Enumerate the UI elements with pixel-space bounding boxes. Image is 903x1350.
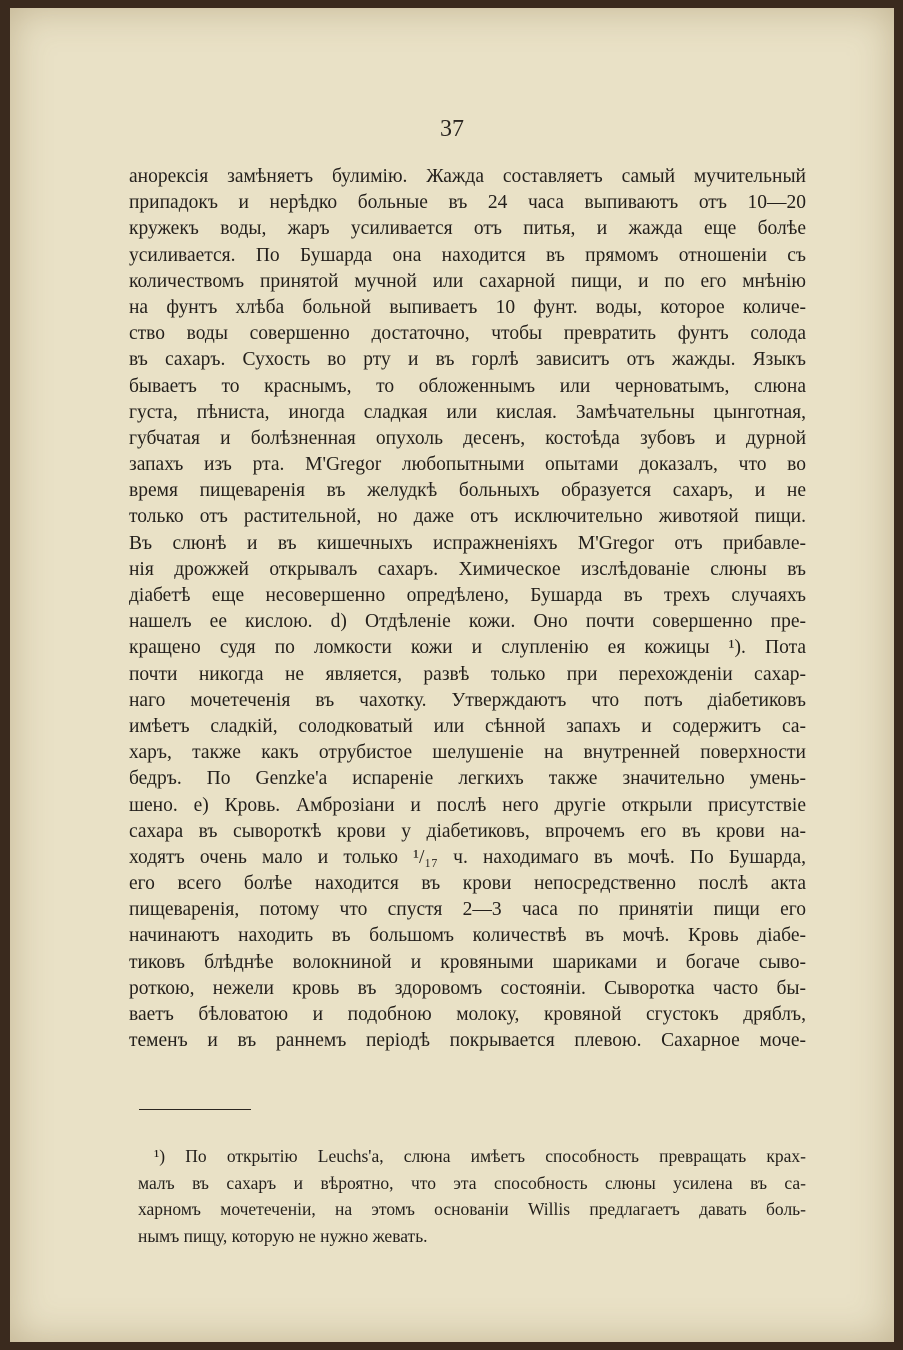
text-line: роткою, нежели кровь въ здоровомъ состояніи. Сыворотка часто бы- xyxy=(129,977,806,999)
footnote-line: ¹) По открытію Leuchs'a, слюна имѣетъ способность превращать крах- xyxy=(154,1146,806,1166)
page-number: 37 xyxy=(440,116,464,142)
text-line: наго мочетеченія въ чахотку. Утверждаютъ что потъ діабетиковъ xyxy=(129,689,806,711)
text-line: время пищеваренія въ желудкѣ больныхъ образуется сахаръ, и не xyxy=(129,480,806,502)
footnote-line: харномъ мочетеченіи, на этомъ основаніи Willis предлагаетъ давать боль- xyxy=(138,1199,806,1219)
text-line: Въ слюнѣ и въ кишечныхъ испражненіяхъ M'Gregor отъ прибавле- xyxy=(129,532,806,554)
text-line: имѣетъ сладкій, солодковатый или сѣнной запахъ и содержитъ са- xyxy=(129,715,806,737)
text-line: нашелъ ее кислою. d) Отдѣленіе кожи. Оно почти совершенно пре- xyxy=(129,611,806,633)
text-line: почти никогда не является, развѣ только при перехожденіи сахар- xyxy=(129,663,806,685)
text-line: его всего болѣе находится въ крови непосредственно послѣ акта xyxy=(129,873,806,895)
text-line: бываетъ то краснымъ, то обложеннымъ или черноватымъ, слюна xyxy=(129,375,806,397)
text-line: густа, пѣниста, иногда сладкая или кислая. Замѣчательны цынготная, xyxy=(129,401,806,423)
footnote xyxy=(138,1143,806,1249)
text-line: ваетъ бѣловатою и подобною молоку, кровяной сгустокъ дряблъ, xyxy=(129,1004,806,1025)
body-text xyxy=(129,164,806,1054)
book-page xyxy=(10,8,894,1342)
text-line: анорексія замѣняетъ булимію. Жажда составляетъ самый мучительный xyxy=(129,166,806,187)
text-line: бедръ. По Genzke'a испареніе легкихъ также значительно умень- xyxy=(129,768,806,790)
text-line: діабетѣ еще несовершенно опредѣлено, Бушарда въ трехъ случаяхъ xyxy=(129,585,806,606)
text-line: кружекъ воды, жаръ усиливается отъ питья, и жажда еще болѣе xyxy=(129,218,806,240)
text-line: шено. e) Кровь. Амброзіани и послѣ него другіе открыли присутствіе xyxy=(129,794,806,816)
text-line: кращено судя по ломкости кожи и слупленію ея кожицы ¹). Пота xyxy=(129,637,806,659)
text-line: припадокъ и нерѣдко больные въ 24 часа выпиваютъ отъ 10—20 xyxy=(129,192,806,214)
text-line: тиковъ блѣднѣе волокниной и кровяными шариками и богаче сыво- xyxy=(129,951,806,973)
text-line: только отъ растительной, но даже отъ исключительно животяой пищи. xyxy=(129,506,806,528)
footnote-divider xyxy=(139,1109,251,1110)
text-line: нія дрожжей открывалъ сахаръ. Химическое изслѣдованіе слюны въ xyxy=(129,558,806,580)
text-line: на фунтъ хлѣба больной выпиваетъ 10 фунт. воды, которое количе- xyxy=(129,296,806,318)
text-line: пищеваренія, потому что спустя 2—3 часа по принятіи пищи его xyxy=(129,899,806,921)
text-line: запахъ изъ рта. M'Gregor любопытными опытами доказалъ, что во xyxy=(129,454,806,476)
text-line: ходятъ очень мало и только ¹/₁₇ ч. находимаго въ мочѣ. По Бушарда, xyxy=(129,846,806,868)
text-line: усиливается. По Бушарда она находится въ прямомъ отношеніи съ xyxy=(129,244,806,266)
text-line: губчатая и болѣзненная опухоль десенъ, костоѣда зубовъ и дурной xyxy=(129,427,806,449)
text-line: количествомъ принятой мучной или сахарной пищи, и по его мнѣнію xyxy=(129,270,806,292)
text-line: харъ, также какъ отрубистое шелушеніе на внутренней поверхности xyxy=(129,742,806,764)
text-line: начинаютъ находить въ большомъ количествѣ въ мочѣ. Кровь діабе- xyxy=(129,925,806,947)
text-line: ство воды совершенно достаточно, чтобы превратить фунтъ солода xyxy=(129,323,806,345)
text-line: сахара въ сывороткѣ крови у діабетиковъ, впрочемъ его въ крови на- xyxy=(129,820,806,842)
text-line: теменъ и въ раннемъ періодѣ покрывается плевою. Сахарное моче- xyxy=(129,1030,806,1052)
text-line: въ сахаръ. Сухость во рту и въ горлѣ зависитъ отъ жажды. Языкъ xyxy=(129,349,806,371)
footnote-line: малъ въ сахаръ и вѣроятно, что эта способность слюны усилена въ са- xyxy=(138,1172,806,1193)
footnote-line: нымъ пищу, которую не нужно жевать. xyxy=(138,1225,428,1246)
